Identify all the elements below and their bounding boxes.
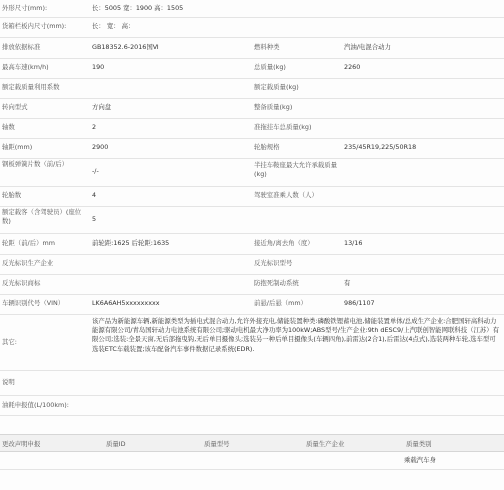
spec-value: 方向盘 <box>92 103 112 111</box>
footer-col-manufacturer: 质量生产企业 <box>306 440 345 448</box>
spec-label: 反光标识型号 <box>254 259 293 267</box>
spec-value: 986/1107 <box>344 299 375 307</box>
spec-row <box>0 158 504 187</box>
spec-row <box>0 294 504 315</box>
spec-label: 轴数 <box>2 123 15 131</box>
spec-row <box>0 98 504 119</box>
footer-col-id: 质量ID <box>106 440 126 448</box>
spec-label: 轮距（前/后）mm <box>2 239 55 247</box>
footer-header-bar <box>0 434 504 452</box>
fuel-label: 油耗申报值(L/100km): <box>2 401 69 409</box>
spec-value: 有 <box>344 279 351 287</box>
spec-label: 额定载客（含驾驶员）(座位数) <box>2 208 82 225</box>
spec-row <box>0 233 504 255</box>
spec-label: 货箱栏板内尺寸(mm): <box>2 22 67 30</box>
spec-value: LK6A6AH5xxxxxxxxx <box>92 299 160 307</box>
spec-label: 最高车速(km/h) <box>2 63 49 71</box>
notes-row <box>0 370 504 396</box>
spec-value: 2900 <box>92 143 109 151</box>
spec-row <box>0 186 504 207</box>
spec-value: 长： 宽： 高： <box>92 22 135 30</box>
spec-row <box>0 274 504 295</box>
spec-label: 额定载质量利用系数 <box>2 83 60 91</box>
spec-row <box>0 118 504 139</box>
notes-label: 说明 <box>2 378 15 386</box>
fuel-row <box>0 395 504 416</box>
spec-label: 额定载质量(kg) <box>254 83 299 91</box>
spec-value: 2260 <box>344 63 361 71</box>
spec-value: 235/45R19,225/50R18 <box>344 143 417 151</box>
spec-label: 半挂车鞍座最大允许承载质量(kg) <box>254 161 338 178</box>
spec-label: 钢板弹簧片数（前/后） <box>2 160 69 168</box>
spec-value: 13/16 <box>344 239 363 247</box>
spec-row <box>0 0 504 18</box>
spec-label: 轮胎规格 <box>254 143 280 151</box>
spec-row <box>0 138 504 159</box>
spec-label: 反光标识商标 <box>2 279 41 287</box>
spec-label: 接近角/离去角（度） <box>254 239 314 247</box>
spec-row <box>0 254 504 275</box>
spec-label: 整备质量(kg) <box>254 103 293 111</box>
spec-row <box>0 58 504 79</box>
remarks-text: 该产品为新能源车辆,新能源类型为插电式混合动力,允许外接充电,储能装置种类:磷酸铁锂蓄电池,储能装置单体/总成生产企业:合肥国轩高科动力能源有限公司/青岛国轩动力电池系统有限公司;驱动电机最大净功率为100kW;ABS型号/生产企业:9th dESC9/上汽联创智能网联科技（江苏）有限公司;选装:全景天窗,无后部拖曳钩,无后单目摄像头;选装另一种后单目摄像头(车辆四角),前雷达(2合1),后雷达(4点式),选装两种车轮,选车型可选装ETC车载装置;该车配备汽车事件数据记录系统(EDR). <box>92 317 500 353</box>
spec-value: GB18352.6-2016国Ⅵ <box>92 43 159 51</box>
spec-label: 轴距(mm) <box>2 143 33 151</box>
remarks-row <box>0 314 504 371</box>
spec-value: 汽油/电混合动力 <box>344 43 391 51</box>
spec-label: 外形尺寸(mm): <box>2 4 48 12</box>
spec-row <box>0 37 504 59</box>
spec-value: 2 <box>92 123 97 131</box>
spec-value: 前轮距:1625 后轮距:1635 <box>92 239 170 247</box>
spec-label: 前悬/后悬（mm） <box>254 299 307 307</box>
spec-label: 防抱死制动系统 <box>254 279 299 287</box>
spec-label: 反光标识生产企业 <box>2 259 54 267</box>
spec-label: 转向型式 <box>2 103 28 111</box>
spec-value: 190 <box>92 63 105 71</box>
spec-label: 准拖挂车总质量(kg) <box>254 123 312 131</box>
spec-label: 轮胎数 <box>2 191 22 199</box>
spec-row <box>0 78 504 99</box>
spec-label: 燃料种类 <box>254 43 280 51</box>
footer-data-row <box>0 451 504 470</box>
spec-value: 5 <box>92 215 97 223</box>
spec-value: 长：5005 宽：1900 高：1505 <box>92 4 184 12</box>
footer-col-model: 质量型号 <box>204 440 230 448</box>
spec-label: 驾驶室准乘人数（人） <box>254 191 318 199</box>
spec-value: -/- <box>92 167 99 175</box>
remarks-label: 其它: <box>2 338 17 346</box>
spec-row <box>0 17 504 38</box>
spec-label: 车辆识别代号（VIN） <box>2 299 65 307</box>
spec-row <box>0 206 504 234</box>
footer-category-value: 乘载汽车身 <box>404 456 436 464</box>
footer-col-category: 质量类别 <box>406 440 432 448</box>
spec-label: 排放依据标准 <box>2 43 41 51</box>
spec-value: 4 <box>92 191 97 199</box>
spec-label: 总质量(kg) <box>254 63 286 71</box>
footer-col-declaration: 更改声明申报 <box>2 440 41 448</box>
